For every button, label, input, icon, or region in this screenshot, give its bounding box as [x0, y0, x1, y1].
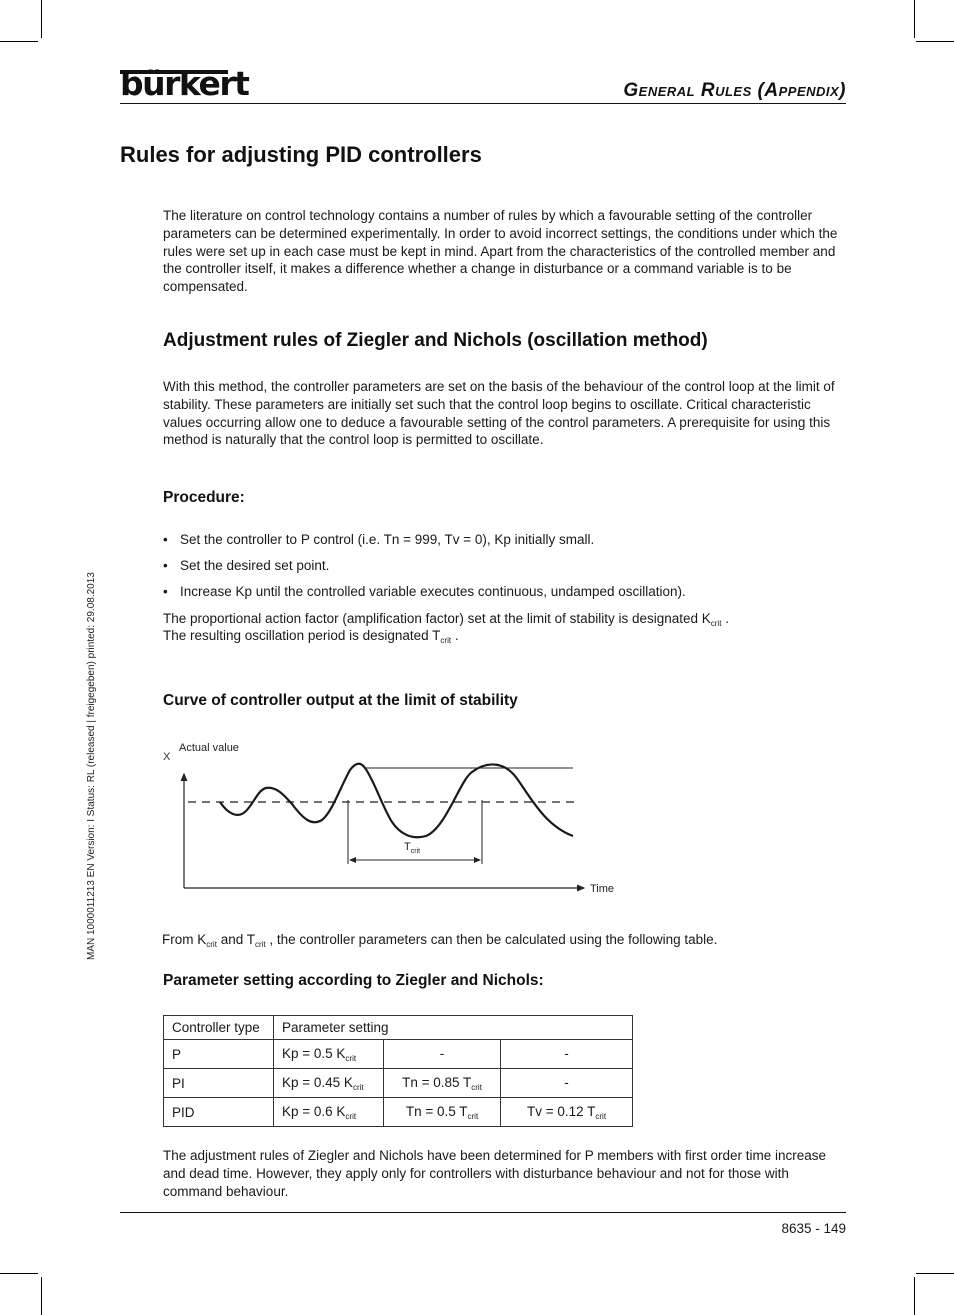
- oscillation-diagram: [160, 740, 630, 900]
- crop-mark: [914, 1277, 915, 1315]
- table-cell-tv: -: [501, 1069, 633, 1098]
- document-metadata: MAN 1000011213 EN Version: I Status: RL (released | freigegeben) printed: 29.08.2013: [86, 572, 97, 960]
- intro-paragraph: The literature on control technology contains a number of rules by which a favourable setting of the controller parameters can be determined experimentally. In order to avoid incorrect settings, the conditions under which the rules were set up in each case must be kept in mind. Apart from the characteristics of the controlled member and the controller itself, it makes a difference whether a change in disturbance or a command variable is to be compensated.: [163, 208, 838, 295]
- crop-mark: [0, 1273, 38, 1274]
- crop-mark: [41, 0, 42, 38]
- list-item: • Set the desired set point.: [163, 558, 330, 573]
- table-cell-tv: Tv = 0.12 $T_{crit}$: [501, 1098, 633, 1127]
- table-row: [164, 1040, 633, 1069]
- kcrit-definition: The proportional action factor (amplification factor) set at the limit of stability is designated $K_{crit}$ .: [163, 611, 729, 628]
- section-paragraph: With this method, the controller parameters are set on the basis of the behaviour of the control loop at the limit of stability. These parameters are initially set such that the control loop begins to oscillate. Critical characteristic values occurring allow one to deduce a favourable setting of the control parameters. A prerequisite for using this method is naturally that the control loop is permitted to oscillate.: [163, 379, 835, 448]
- table-row: [164, 1069, 633, 1098]
- crop-mark: [41, 1277, 42, 1315]
- list-item-text: Increase Kp until the controlled variable executes continuous, undamped oscillation).: [180, 584, 686, 599]
- list-item-text: Set the desired set point.: [180, 558, 330, 573]
- curve-heading: Curve of controller output at the limit of stability: [163, 692, 518, 709]
- crop-mark: [916, 41, 954, 42]
- table-heading: Parameter setting according to Ziegler and Nichols:: [163, 972, 544, 989]
- brand-logo: bürkert: [120, 64, 249, 103]
- procedure-heading: Procedure:: [163, 489, 245, 506]
- table-cell-type: PI: [164, 1069, 274, 1098]
- tcrit-definition: The resulting oscillation period is designated $T_{crit}$ .: [163, 628, 459, 645]
- page-number: 8635 - 149: [781, 1221, 846, 1236]
- table-cell-tn: Tn = 0.5 $T_{crit}$: [384, 1098, 501, 1127]
- x-axis-label: Time: [590, 883, 615, 895]
- y-axis-symbol: X: [163, 751, 171, 763]
- y-axis-label: Actual value: [179, 742, 239, 754]
- section-title: General Rules (Appendix): [623, 80, 846, 101]
- crop-mark: [916, 1273, 954, 1274]
- footer-divider: [120, 1212, 846, 1213]
- crop-mark: [914, 0, 915, 38]
- list-item-text: Set the controller to P control (i.e. Tn = 999, Tv = 0), Kp initially small.: [180, 532, 595, 547]
- table-header-cell: Controller type: [164, 1016, 274, 1040]
- table-header-cell: Parameter setting: [274, 1016, 633, 1040]
- closing-paragraph: The adjustment rules of Ziegler and Nichols have been determined for P members with first order time increase and dead time. However, they apply only for controllers with disturbance behaviour and not for those with command behaviour.: [163, 1148, 827, 1199]
- from-line: From $K_{crit}$ and $T_{crit}$ , the controller parameters can then be calculated using the following table.: [162, 932, 718, 949]
- table-cell-tn: -: [384, 1040, 501, 1069]
- table-cell-kp: Kp = 0.5 $K_{crit}$: [274, 1040, 384, 1069]
- crop-mark: [0, 41, 38, 42]
- table-cell-type: PID: [164, 1098, 274, 1127]
- oscillation-curve: [220, 764, 573, 838]
- section-heading: Adjustment rules of Ziegler and Nichols (oscillation method): [163, 330, 708, 351]
- table-header-row: [164, 1016, 633, 1040]
- table-cell-kp: Kp = 0.45 $K_{crit}$: [274, 1069, 384, 1098]
- parameter-table: [163, 1015, 633, 1127]
- period-label: $T_{crit}$: [404, 841, 421, 855]
- list-item: • Set the controller to P control (i.e. Tn = 999, Tv = 0), Kp initially small.: [163, 532, 595, 547]
- table-cell-tv: -: [501, 1040, 633, 1069]
- list-item: • Increase Kp until the controlled variable executes continuous, undamped oscillation).: [163, 584, 686, 599]
- page-title: Rules for adjusting PID controllers: [120, 142, 482, 167]
- table-cell-type: P: [164, 1040, 274, 1069]
- header-divider: [120, 103, 846, 104]
- table-row: [164, 1098, 633, 1127]
- table-cell-kp: Kp = 0.6 $K_{crit}$: [274, 1098, 384, 1127]
- table-cell-tn: Tn = 0.85 $T_{crit}$: [384, 1069, 501, 1098]
